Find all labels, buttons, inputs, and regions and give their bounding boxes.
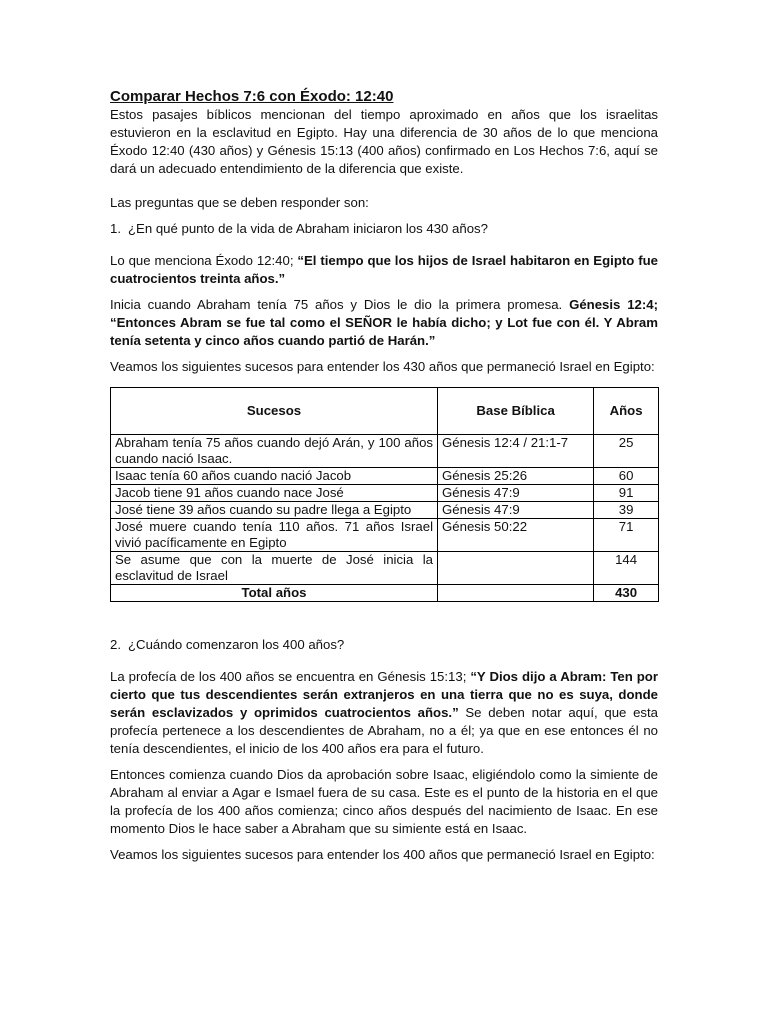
profecia-paragraph (110, 668, 658, 758)
exodo-plain: Lo que menciona Éxodo 12:40; (110, 253, 298, 268)
header-anos: Años (594, 388, 659, 435)
veamos-430-paragraph: Veamos los siguientes sucesos para entender los 430 años que permaneció Israel en Egipto: (110, 359, 655, 374)
question-1 (110, 220, 658, 238)
page-title: Comparar Hechos 7:6 con Éxodo: 12:40 (110, 88, 394, 105)
table-row (111, 485, 659, 502)
cell-anos: 71 (594, 519, 659, 552)
profecia-plain-1: La profecía de los 400 años se encuentra en Génesis 15:13; (110, 669, 471, 684)
cell-anos: 39 (594, 502, 659, 519)
veamos-400-paragraph: Veamos los siguientes sucesos para entender los 400 años que permaneció Israel en Egipto: (110, 847, 655, 862)
cell-suceso: Jacob tiene 91 años cuando nace José (111, 485, 438, 502)
cell-anos: 91 (594, 485, 659, 502)
table-row (111, 502, 659, 519)
exodo-quote: “El tiempo que los hijos de Israel habitaron en Egipto fue cuatrocientos treinta años.” (110, 253, 659, 286)
question-1-number: 1. (110, 221, 121, 236)
exodo-paragraph (110, 252, 658, 288)
inicia-plain: Inicia cuando Abraham tenía 75 años y Dios le dio la primera promesa. (110, 297, 570, 312)
genesis-12-4-quote: Génesis 12:4; “Entonces Abram se fue tal como el SEÑOR le había dicho; y Lot fue con él. Y Abram tenía setenta y cinco años cuando partió de Harán.” (110, 297, 658, 348)
intro-paragraph: Estos pasajes bíblicos mencionan del tiempo aproximado en años que los israelitas estuvieron en la esclavitud en Egipto. Hay una diferencia de 30 años de lo que menciona Éxodo 12:40 (430 años) y Génesis 15:13 (400 años) confirmado en Los Hechos 7:6, aquí se dará un adecuado entendimiento de la diferencia que existe. (110, 107, 658, 176)
profecia-plain-2: Se deben notar aquí, que esta profecía pertenece a los descendientes de Abraham, no a él; ya que en ese entonces él no tenía descendientes, el inicio de los 400 años era para el futuro. (110, 705, 659, 756)
table-total-row (111, 585, 659, 602)
cell-suceso: José muere cuando tenía 110 años. 71 años Israel vivió pacíficamente en Egipto (111, 519, 438, 552)
inicia-paragraph (110, 296, 658, 350)
question-2-text: ¿Cuándo comenzaron los 400 años? (128, 637, 345, 652)
cell-suceso: Abraham tenía 75 años cuando dejó Arán, y 100 años cuando nació Isaac. (111, 435, 438, 468)
document-content (110, 87, 658, 864)
cell-base: Génesis 47:9 (438, 485, 594, 502)
cell-base: Génesis 50:22 (438, 519, 594, 552)
cell-base: Génesis 12:4 / 21:1-7 (438, 435, 594, 468)
cell-base (438, 552, 594, 585)
cell-base: Génesis 25:26 (438, 468, 594, 485)
cell-suceso: José tiene 39 años cuando su padre llega a Egipto (111, 502, 438, 519)
total-label: Total años (111, 585, 438, 602)
question-2 (110, 636, 658, 654)
questions-intro: Las preguntas que se deben responder son: (110, 195, 369, 210)
cell-suceso: Se asume que con la muerte de José inicia la esclavitud de Israel (111, 552, 438, 585)
table-row (111, 468, 659, 485)
table-row (111, 552, 659, 585)
header-base-biblica: Base Bíblica (438, 388, 594, 435)
entonces-paragraph: Entonces comienza cuando Dios da aprobación sobre Isaac, eligiéndolo como la simiente de Abraham al enviar a Agar e Ismael fuera de su casa. Este es el punto de la historia en el que la profecía de los 400 años comienza; cinco años después del nacimiento de Isaac. En ese momento Dios le hace saber a Abraham que su simiente está en Isaac. (110, 767, 658, 836)
header-sucesos: Sucesos (111, 388, 438, 435)
table-row (111, 519, 659, 552)
cell-anos: 60 (594, 468, 659, 485)
cell-anos: 144 (594, 552, 659, 585)
total-value: 430 (594, 585, 659, 602)
question-1-text: ¿En qué punto de la vida de Abraham iniciaron los 430 años? (128, 221, 488, 236)
cell-anos: 25 (594, 435, 659, 468)
genesis-15-13-quote: “Y Dios dijo a Abram: Ten por cierto que tus descendientes serán extranjeros en una tierra que no es suya, donde serán esclavizados y oprimidos cuatrocientos años.” (110, 669, 658, 720)
question-2-number: 2. (110, 637, 121, 652)
events-table (110, 387, 659, 602)
table-header-row (111, 388, 659, 435)
cell-suceso: Isaac tenía 60 años cuando nació Jacob (111, 468, 438, 485)
table-row (111, 435, 659, 468)
total-empty-cell (438, 585, 594, 602)
cell-base: Génesis 47:9 (438, 502, 594, 519)
